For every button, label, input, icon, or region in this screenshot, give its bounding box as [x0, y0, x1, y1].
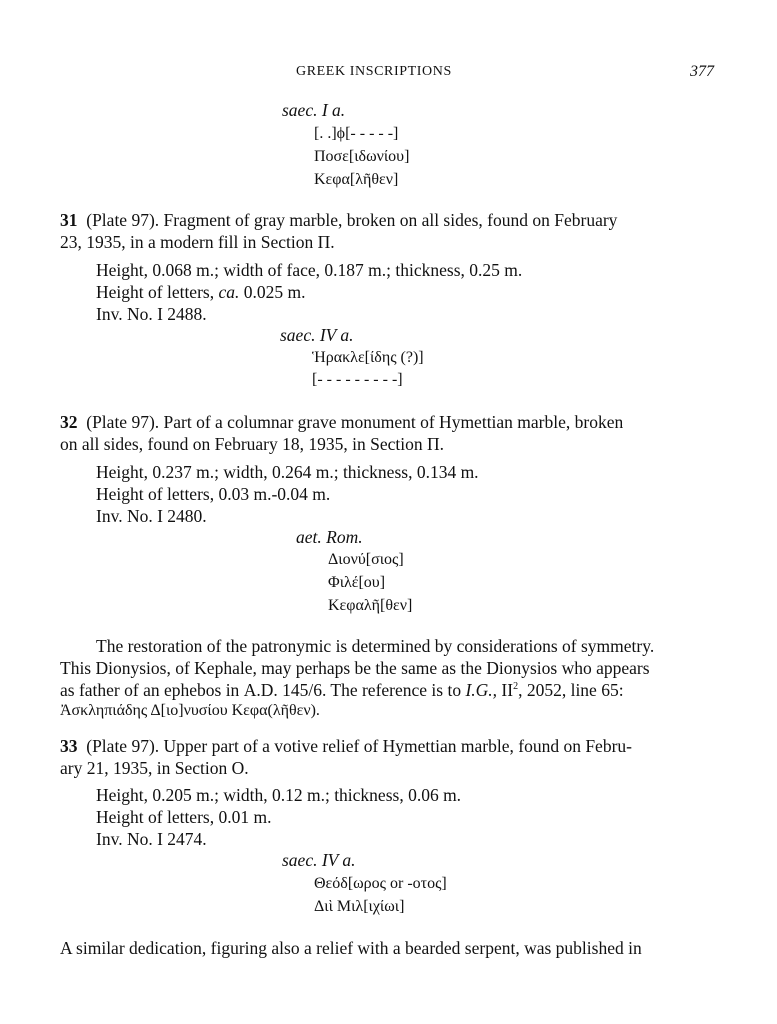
entry32-line-2: Φιλέ[ου] [328, 574, 386, 591]
entry31-inv: Inv. No. I 2488. [96, 304, 207, 324]
commentary-l3-ad: A.D. [243, 680, 278, 700]
entry31-letters [96, 282, 306, 303]
entry31-first-line [60, 210, 617, 231]
entry31-letters-value: 0.025 m. [239, 282, 306, 302]
running-title: GREEK INSCRIPTIONS [296, 64, 452, 79]
entry31-letters-ca: ca. [218, 282, 240, 302]
commentary-l3-c: II [497, 680, 514, 700]
commentary-l3-b: 145/6. The reference is to [277, 680, 466, 700]
entry33-desc-1: (Plate 97). Upper part of a votive relief of Hymettian marble, found on Febru- [86, 736, 632, 756]
entry33-first-line [60, 736, 632, 757]
entry33-dims: Height, 0.205 m.; width, 0.12 m.; thickness, 0.06 m. [96, 785, 462, 805]
entry31-letters-prefix: Height of letters, [96, 282, 219, 302]
entry31-desc-2: 23, 1935, in a modern fill in Section Π. [60, 232, 335, 252]
entry33-line-2: Διὶ Μιλ[ιχίωι] [314, 898, 405, 915]
commentary-l3-ig: I.G., [465, 680, 498, 700]
entry32-inv: Inv. No. I 2480. [96, 506, 207, 526]
entry33-desc-2: ary 21, 1935, in Section Ο. [60, 758, 249, 778]
entry33-number: 33 [60, 736, 78, 756]
entry32-first-line [60, 412, 623, 433]
entry32-letters: Height of letters, 0.03 m.-0.04 m. [96, 484, 331, 504]
top-date: saec. I a. [282, 100, 346, 120]
entry33-letters: Height of letters, 0.01 m. [96, 807, 272, 827]
commentary-line-1: The restoration of the patronymic is determined by considerations of symmetry. [96, 636, 655, 656]
commentary-line-4: Ἀσκληπιάδης Δ[ιο]νυσίου Κεφα(λῆθεν). [60, 702, 320, 719]
commentary-line-3 [60, 680, 624, 701]
entry32-date: aet. Rom. [296, 527, 363, 547]
top-line-1: [. .]ϕ[- - - - -] [314, 125, 399, 142]
top-line-2: Ποσε[ιδωνίου] [314, 148, 410, 165]
entry31-number: 31 [60, 210, 78, 230]
page-number: 377 [690, 63, 714, 80]
entry32-dims: Height, 0.237 m.; width, 0.264 m.; thickness, 0.134 m. [96, 462, 479, 482]
commentary-l3-a: as father of an ephebos in [60, 680, 244, 700]
entry31-desc-1: (Plate 97). Fragment of gray marble, broken on all sides, found on February [86, 210, 618, 230]
entry32-number: 32 [60, 412, 78, 432]
entry31-line-2: [- - - - - - - - -] [312, 371, 403, 388]
entry33-inv: Inv. No. I 2474. [96, 829, 207, 849]
entry32-line-1: Διονύ[σιος] [328, 551, 404, 568]
commentary-l3-d: , 2052, line 65: [518, 680, 624, 700]
entry33-date: saec. IV a. [282, 850, 356, 870]
entry32-line-3: Κεφαλῆ[θεν] [328, 597, 413, 614]
entry33-line-1: Θεόδ[ωρος or -οτος] [314, 875, 447, 892]
entry32-desc-1: (Plate 97). Part of a columnar grave monument of Hymettian marble, broken [86, 412, 624, 432]
entry31-line-1: Ἡρακλε[ίδης (?)] [312, 349, 424, 366]
entry32-desc-2: on all sides, found on February 18, 1935, in Section Π. [60, 434, 444, 454]
commentary-line-2: This Dionysios, of Kephale, may perhaps be the same as the Dionysios who appears [60, 658, 650, 678]
entry31-dims: Height, 0.068 m.; width of face, 0.187 m.; thickness, 0.25 m. [96, 260, 523, 280]
closing-line: A similar dedication, figuring also a relief with a bearded serpent, was published in [60, 938, 642, 958]
entry31-date: saec. IV a. [280, 325, 354, 345]
top-line-3: Κεφα[λῆθεν] [314, 171, 399, 188]
commentary-l3-sup: 2 [513, 681, 519, 693]
